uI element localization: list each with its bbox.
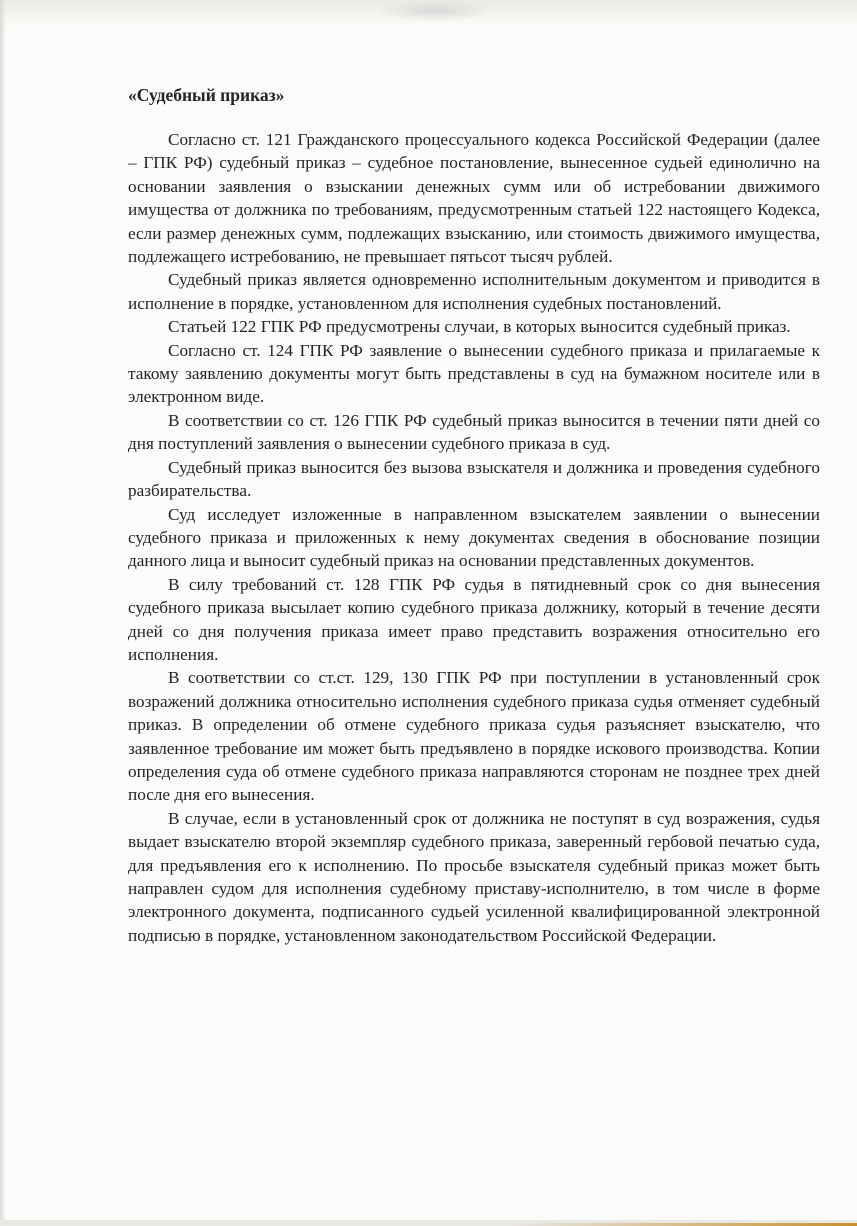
paragraph: В соответствии со ст.ст. 129, 130 ГПК РФ при поступлении в установленный срок возражений должника относительно исполнения судебного приказа судья отменяет судебный приказ. В определении об отмене судебного приказа судья разъясняет взыскателю, что заявленное требование им может быть предъявлено в порядке искового производства. Копии определения суда об отмене судебного приказа направляются сторонам не позднее трех дней после дня его вынесения. — [128, 668, 820, 805]
paragraph: Судебный приказ выносится без вызова взыскателя и должника и проведения судебного разбирательства. — [128, 457, 820, 501]
scan-smudge — [375, 0, 495, 22]
paragraph: В силу требований ст. 128 ГПК РФ судья в пятидневный срок со дня вынесения судебного приказа высылает копию судебного приказа должнику, который в течение десяти дней со дня получения приказа имеет право представить возражения относительно его исполнения. — [128, 574, 820, 664]
paragraph: Суд исследует изложенные в направленном взыскателем заявлении о вынесении судебного приказа и приложенных к нему документах сведения в обоснование позиции данного лица и выносит судебный приказ на основании представленных документов. — [128, 504, 820, 571]
paragraph: Согласно ст. 124 ГПК РФ заявление о вынесении судебного приказа и прилагаемые к такому заявлению документы могут быть представлены в суд на бумажном носителе или в электронном виде. — [128, 340, 820, 407]
paragraph: Судебный приказ является одновременно исполнительным документом и приводится в исполнение в порядке, установленном для исполнения судебных постановлений. — [128, 270, 820, 313]
paragraph: Согласно ст. 121 Гражданского процессуального кодекса Российской Федерации (далее – ГПК РФ) судебный приказ – судебное постановление, вынесенное судьей единолично на основании заявления о взыскании денежных сумм или об истребовании движимого имущества от должника по требованиям, предусмотренным статьей 122 настоящего Кодекса, если размер денежных сумм, подлежащих взысканию, или стоимость движимого имущества, подлежащего истребованию, не превышает пятьсот тысяч рублей. — [128, 130, 820, 267]
scan-left-edge — [0, 0, 6, 1226]
paragraph: Статьей 122 ГПК РФ предусмотрены случаи, в которых выносится судебный приказ. — [168, 317, 791, 337]
document-body — [128, 84, 820, 947]
document-title: «Судебный приказ» — [128, 85, 285, 105]
paragraph: В соответствии со ст. 126 ГПК РФ судебный приказ выносится в течении пяти дней со дня поступлений заявления о вынесении судебного приказа в суд. — [128, 410, 820, 454]
paragraph: В случае, если в установленный срок от должника не поступят в суд возражения, судья выдает взыскателю второй экземпляр судебного приказа, заверенный гербовой печатью суда, для предъявления его к исполнению. По просьбе взыскателя судебный приказ может быть направлен судом для исполнения судебному приставу-исполнителю, в том числе в форме электронного документа, подписанного судьей усиленной квалифицированной электронной подписью в порядке, установленном законодательством Российской Федерации. — [128, 808, 820, 945]
